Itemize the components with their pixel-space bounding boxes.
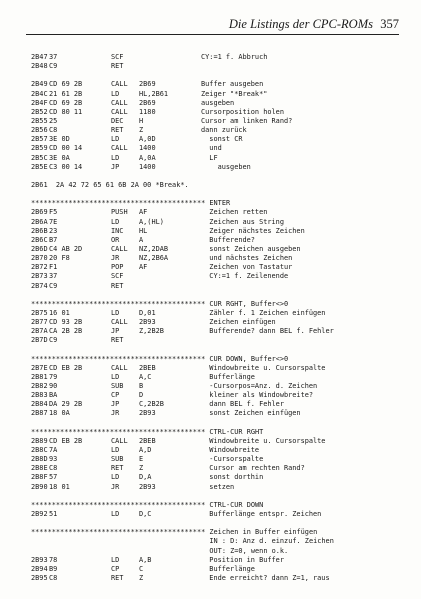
comment: -Cursorpos=Anz. d. Zeichen bbox=[201, 382, 318, 391]
mnemonic: LD bbox=[111, 555, 120, 564]
hex-bytes: 3E 0D bbox=[49, 135, 70, 144]
mnemonic: CALL bbox=[111, 436, 128, 445]
address: 2B7A bbox=[31, 327, 48, 336]
hex-bytes: CD EB 2B bbox=[49, 436, 83, 445]
comment: Cursorposition holen bbox=[201, 107, 284, 116]
operand: 2BEB bbox=[139, 436, 156, 445]
operand: 2B93 bbox=[139, 409, 156, 418]
hex-bytes: CD 93 2B bbox=[49, 318, 83, 327]
comment: ausgeben bbox=[201, 162, 251, 171]
address: 2B6B bbox=[31, 226, 48, 235]
hex-bytes: C8 bbox=[49, 126, 58, 135]
operand: Z bbox=[139, 464, 144, 473]
listing-line bbox=[31, 428, 411, 437]
operand: C,2B2B bbox=[139, 400, 164, 409]
comment: Bufferende? dann BEL f. Fehler bbox=[201, 327, 334, 336]
comment: sonst dorthin bbox=[201, 473, 264, 482]
operand: A,0D bbox=[139, 135, 156, 144]
address: 2B84 bbox=[31, 400, 48, 409]
comment: setzen bbox=[201, 482, 235, 491]
operand: 1400 bbox=[139, 144, 156, 153]
blank-line bbox=[31, 190, 411, 199]
listing-line bbox=[31, 199, 411, 208]
hex-bytes: B9 bbox=[49, 564, 58, 573]
mnemonic: JR bbox=[111, 254, 120, 263]
mnemonic: LD bbox=[111, 308, 120, 317]
operand: D,01 bbox=[139, 308, 156, 317]
code-line bbox=[31, 455, 411, 464]
code-line bbox=[31, 163, 411, 172]
listing-line bbox=[31, 501, 411, 510]
comment: Bufferende? bbox=[201, 235, 255, 244]
code-line bbox=[31, 282, 411, 291]
mnemonic: CP bbox=[111, 564, 120, 573]
address: 2B94 bbox=[31, 564, 48, 573]
hex-bytes: F1 bbox=[49, 263, 58, 272]
mnemonic: SCF bbox=[111, 272, 124, 281]
comment: kleiner als Windowbreite? bbox=[201, 391, 314, 400]
code-line bbox=[31, 154, 411, 163]
hex-bytes: 20 F8 bbox=[49, 254, 70, 263]
mnemonic: JP bbox=[111, 162, 120, 171]
address: 2B47 bbox=[31, 53, 48, 61]
operand: 2BEB bbox=[139, 363, 156, 372]
address: 2B49 bbox=[31, 80, 48, 89]
code-line bbox=[31, 254, 411, 263]
address: 2B89 bbox=[31, 436, 48, 445]
listing-line bbox=[31, 355, 411, 364]
address: 2B7E bbox=[31, 363, 48, 372]
mnemonic: RET bbox=[111, 574, 124, 583]
listing-line bbox=[31, 547, 411, 556]
mnemonic: LD bbox=[111, 89, 120, 98]
comment: sonst Zeichen ausgeben bbox=[201, 244, 301, 253]
comment: dann BEL f. Fehler bbox=[201, 400, 284, 409]
code-line bbox=[31, 53, 411, 62]
operand: 2B69 bbox=[139, 80, 156, 89]
mnemonic: DEC bbox=[111, 116, 124, 125]
operand: A,C bbox=[139, 372, 152, 381]
operand: E bbox=[139, 455, 144, 464]
comment: Zeichen retten bbox=[201, 208, 268, 217]
comment: Zeiger nächstes Zeichen bbox=[201, 226, 305, 235]
operand: D,A bbox=[139, 473, 152, 482]
blank-line bbox=[31, 172, 411, 181]
running-title: Die Listings der CPC-ROMs bbox=[228, 17, 373, 31]
mnemonic: LD bbox=[111, 217, 120, 226]
code-line bbox=[31, 208, 411, 217]
line-text: ****************************************** Zeichen in Buffer einfügen bbox=[31, 528, 318, 537]
address: 2B81 bbox=[31, 372, 48, 381]
hex-bytes: 18 01 bbox=[49, 482, 70, 491]
comment: dann zurück bbox=[201, 126, 247, 135]
mnemonic: JR bbox=[111, 409, 120, 418]
blank-line bbox=[31, 71, 411, 80]
address: 2B82 bbox=[31, 382, 48, 391]
hex-bytes: C9 bbox=[49, 62, 58, 71]
operand: A,D bbox=[139, 446, 152, 455]
hex-bytes: CD 00 14 bbox=[49, 144, 83, 153]
mnemonic: CALL bbox=[111, 318, 128, 327]
listing-line bbox=[31, 300, 411, 309]
operand: H bbox=[139, 116, 144, 125]
code-line bbox=[31, 382, 411, 391]
code-line bbox=[31, 318, 411, 327]
code-line bbox=[31, 80, 411, 89]
code-line bbox=[31, 373, 411, 382]
comment: Zeichen aus String bbox=[201, 217, 284, 226]
address: 2B6C bbox=[31, 235, 48, 244]
address: 2B69 bbox=[31, 208, 48, 217]
line-text: ****************************************** CUR RGHT, Buffer<>0 bbox=[31, 299, 289, 308]
operand: AF bbox=[139, 208, 148, 217]
code-line bbox=[31, 510, 411, 519]
comment: Windowbreite bbox=[201, 446, 260, 455]
address: 2B56 bbox=[31, 126, 48, 135]
line-text: ****************************************** ENTER bbox=[31, 199, 231, 208]
address: 2B92 bbox=[31, 510, 48, 519]
code-line bbox=[31, 391, 411, 400]
hex-bytes: 78 bbox=[49, 555, 58, 564]
mnemonic: LD bbox=[111, 372, 120, 381]
hex-bytes: 90 bbox=[49, 382, 58, 391]
blank-line bbox=[31, 519, 411, 528]
operand: Z,2B2B bbox=[139, 327, 164, 336]
comment: sonst CR bbox=[201, 135, 243, 144]
comment: und bbox=[201, 144, 222, 153]
comment: -Cursorspalte bbox=[201, 455, 264, 464]
hex-bytes: 21 61 2B bbox=[49, 89, 83, 98]
address: 2B72 bbox=[31, 263, 48, 272]
operand: D,C bbox=[139, 510, 152, 519]
comment: CY:=1 f. Abbruch bbox=[201, 53, 268, 61]
address: 2B90 bbox=[31, 482, 48, 491]
mnemonic: LD bbox=[111, 473, 120, 482]
address: 2B83 bbox=[31, 391, 48, 400]
mnemonic: SUB bbox=[111, 455, 124, 464]
hex-bytes: CD 80 11 bbox=[49, 107, 83, 116]
operand: B bbox=[139, 382, 144, 391]
hex-bytes: 7A bbox=[49, 446, 58, 455]
operand: 2B93 bbox=[139, 318, 156, 327]
mnemonic: LD bbox=[111, 153, 120, 162]
code-line bbox=[31, 309, 411, 318]
hex-bytes: 16 01 bbox=[49, 308, 70, 317]
hex-bytes: DA 29 2B bbox=[49, 400, 83, 409]
hex-bytes: CA 2B 2B bbox=[49, 327, 83, 336]
code-line bbox=[31, 135, 411, 144]
line-text: ****************************************** CUR DOWN, Buffer<>0 bbox=[31, 354, 289, 363]
hex-bytes: 25 bbox=[49, 116, 58, 125]
hex-bytes: C4 AB 2D bbox=[49, 244, 83, 253]
mnemonic: OR bbox=[111, 235, 120, 244]
line-text: ****************************************** CTRL-CUR RGHT bbox=[31, 427, 264, 436]
address: 2B55 bbox=[31, 116, 48, 125]
blank-line bbox=[31, 291, 411, 300]
hex-bytes: C8 bbox=[49, 574, 58, 583]
hex-bytes: F5 bbox=[49, 208, 58, 217]
operand: NZ,2DAB bbox=[139, 244, 169, 253]
address: 2B52 bbox=[31, 107, 48, 116]
mnemonic: JR bbox=[111, 482, 120, 491]
blank-line bbox=[31, 419, 411, 428]
code-line bbox=[31, 99, 411, 108]
operand: D bbox=[139, 391, 144, 400]
mnemonic: SCF bbox=[111, 53, 124, 61]
code-line bbox=[31, 437, 411, 446]
page-header bbox=[26, 16, 399, 34]
address: 2B73 bbox=[31, 272, 48, 281]
comment: und nächstes Zeichen bbox=[201, 254, 293, 263]
code-line bbox=[31, 464, 411, 473]
line-text: ****************************************** CTRL-CUR DOWN bbox=[31, 500, 264, 509]
hex-bytes: B7 bbox=[49, 235, 58, 244]
code-line bbox=[31, 108, 411, 117]
operand: AF bbox=[139, 263, 148, 272]
hex-bytes: BA bbox=[49, 391, 58, 400]
comment: Ende erreicht? dann Z=1, raus bbox=[201, 574, 330, 583]
operand: A,(HL) bbox=[139, 217, 164, 226]
comment: Windowbreite u. Cursorspalte bbox=[201, 363, 326, 372]
mnemonic: PUSH bbox=[111, 208, 128, 217]
comment: Position in Buffer bbox=[201, 555, 284, 564]
address: 2B8C bbox=[31, 446, 48, 455]
address: 2B74 bbox=[31, 281, 48, 290]
header-rule bbox=[26, 34, 399, 35]
operand: HL bbox=[139, 226, 148, 235]
code-line bbox=[31, 245, 411, 254]
code-line bbox=[31, 327, 411, 336]
hex-bytes: CD 69 2B bbox=[49, 80, 83, 89]
operand: NZ,2B6A bbox=[139, 254, 169, 263]
operand: Z bbox=[139, 574, 144, 583]
address: 2B57 bbox=[31, 135, 48, 144]
line-text: 2B61 2A 42 72 65 61 6B 2A 00 *Break*. bbox=[31, 180, 189, 189]
blank-line bbox=[31, 346, 411, 355]
comment: sonst Zeichen einfügen bbox=[201, 409, 301, 418]
mnemonic: POP bbox=[111, 263, 124, 272]
hex-bytes: 7E bbox=[49, 217, 58, 226]
address: 2B8D bbox=[31, 455, 48, 464]
mnemonic: RET bbox=[111, 464, 124, 473]
code-line bbox=[31, 574, 411, 583]
hex-bytes: 57 bbox=[49, 473, 58, 482]
code-line bbox=[31, 144, 411, 153]
comment: Zeiger "*Break*" bbox=[201, 89, 268, 98]
code-line bbox=[31, 364, 411, 373]
hex-bytes: 79 bbox=[49, 372, 58, 381]
operand: Z bbox=[139, 126, 144, 135]
operand: 1400 bbox=[139, 162, 156, 171]
code-line bbox=[31, 565, 411, 574]
mnemonic: INC bbox=[111, 226, 124, 235]
code-line bbox=[31, 236, 411, 245]
hex-bytes: 23 bbox=[49, 226, 58, 235]
operand: A bbox=[139, 235, 144, 244]
listing-line bbox=[31, 537, 411, 546]
code-line bbox=[31, 272, 411, 281]
code-line bbox=[31, 62, 411, 71]
hex-bytes: CD 69 2B bbox=[49, 98, 83, 107]
comment: Cursor am rechten Rand? bbox=[201, 464, 305, 473]
code-line bbox=[31, 90, 411, 99]
hex-bytes: C9 bbox=[49, 336, 58, 345]
mnemonic: RET bbox=[111, 62, 124, 71]
address: 2B93 bbox=[31, 555, 48, 564]
comment: CY:=1 f. Zeilenende bbox=[201, 272, 289, 281]
page-number: 357 bbox=[380, 17, 399, 31]
line-text: OUT: Z=0, wenn o.k. bbox=[31, 546, 289, 555]
mnemonic: LD bbox=[111, 510, 120, 519]
mnemonic: SUB bbox=[111, 382, 124, 391]
mnemonic: CALL bbox=[111, 144, 128, 153]
hex-bytes: 18 0A bbox=[49, 409, 70, 418]
mnemonic: LD bbox=[111, 135, 120, 144]
mnemonic: CP bbox=[111, 391, 120, 400]
address: 2B5E bbox=[31, 162, 48, 171]
mnemonic: RET bbox=[111, 336, 124, 345]
comment: ausgeben bbox=[201, 98, 235, 107]
code-line bbox=[31, 117, 411, 126]
mnemonic: RET bbox=[111, 126, 124, 135]
mnemonic: CALL bbox=[111, 80, 128, 89]
comment: Bufferlänge entspr. Zeichen bbox=[201, 510, 322, 519]
assembly-listing bbox=[31, 53, 411, 583]
address: 2B6A bbox=[31, 217, 48, 226]
address: 2B8E bbox=[31, 464, 48, 473]
operand: A,0A bbox=[139, 153, 156, 162]
operand: 1180 bbox=[139, 107, 156, 116]
address: 2B4F bbox=[31, 98, 48, 107]
address: 2B6D bbox=[31, 244, 48, 253]
code-line bbox=[31, 263, 411, 272]
mnemonic: CALL bbox=[111, 98, 128, 107]
comment: Bufferlänge bbox=[201, 564, 255, 573]
comment: LF bbox=[201, 153, 218, 162]
mnemonic: JP bbox=[111, 327, 120, 336]
operand: A,B bbox=[139, 555, 152, 564]
comment: Zeichen von Tastatur bbox=[201, 263, 293, 272]
mnemonic: CALL bbox=[111, 107, 128, 116]
code-line bbox=[31, 556, 411, 565]
hex-bytes: 3E 0A bbox=[49, 153, 70, 162]
address: 2B5C bbox=[31, 153, 48, 162]
address: 2B59 bbox=[31, 144, 48, 153]
operand: C bbox=[139, 564, 144, 573]
code-line bbox=[31, 126, 411, 135]
listing-line bbox=[31, 181, 411, 190]
operand: 2B93 bbox=[139, 482, 156, 491]
blank-line bbox=[31, 492, 411, 501]
code-line bbox=[31, 336, 411, 345]
code-line bbox=[31, 446, 411, 455]
address: 2B75 bbox=[31, 308, 48, 317]
hex-bytes: 93 bbox=[49, 455, 58, 464]
address: 2B95 bbox=[31, 574, 48, 583]
comment: Zeichen einfügen bbox=[201, 318, 276, 327]
line-text: IN : D: Anz d. einzuf. Zeichen bbox=[31, 537, 334, 546]
hex-bytes: 37 bbox=[49, 272, 58, 281]
hex-bytes: 51 bbox=[49, 510, 58, 519]
operand: HL,2B61 bbox=[139, 89, 169, 98]
hex-bytes: CD EB 2B bbox=[49, 363, 83, 372]
code-line bbox=[31, 483, 411, 492]
mnemonic: CALL bbox=[111, 244, 128, 253]
comment: Zähler f. 1 Zeichen einfügen bbox=[201, 308, 326, 317]
address: 2B4C bbox=[31, 89, 48, 98]
mnemonic: LD bbox=[111, 446, 120, 455]
code-line bbox=[31, 409, 411, 418]
code-line bbox=[31, 227, 411, 236]
listing-line bbox=[31, 528, 411, 537]
comment: Bufferlänge bbox=[201, 372, 255, 381]
mnemonic: JP bbox=[111, 400, 120, 409]
code-line bbox=[31, 218, 411, 227]
address: 2B8F bbox=[31, 473, 48, 482]
hex-bytes: C9 bbox=[49, 281, 58, 290]
code-line bbox=[31, 400, 411, 409]
comment: Buffer ausgeben bbox=[201, 80, 264, 89]
code-line bbox=[31, 473, 411, 482]
mnemonic: CALL bbox=[111, 363, 128, 372]
mnemonic: RET bbox=[111, 281, 124, 290]
hex-bytes: 37 bbox=[49, 53, 58, 61]
address: 2B87 bbox=[31, 409, 48, 418]
address: 2B77 bbox=[31, 318, 48, 327]
comment: Cursor am linken Rand? bbox=[201, 116, 293, 125]
hex-bytes: C8 bbox=[49, 464, 58, 473]
comment: Windowbreite u. Cursorspalte bbox=[201, 436, 326, 445]
address: 2B7D bbox=[31, 336, 48, 345]
address: 2B70 bbox=[31, 254, 48, 263]
address: 2B48 bbox=[31, 62, 48, 71]
operand: 2B69 bbox=[139, 98, 156, 107]
hex-bytes: C3 00 14 bbox=[49, 162, 83, 171]
